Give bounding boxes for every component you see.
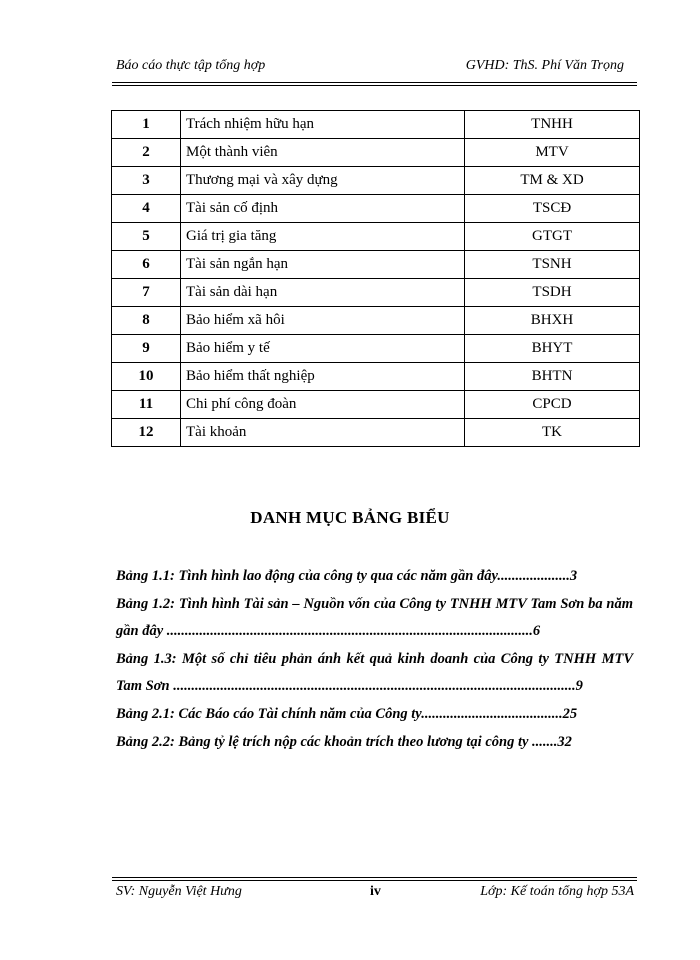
row-number: 11	[112, 391, 181, 419]
abbreviation-table	[111, 110, 640, 447]
abbreviation: BHYT	[465, 335, 640, 363]
abbreviation: TSNH	[465, 251, 640, 279]
abbreviation: MTV	[465, 139, 640, 167]
table-row	[112, 363, 640, 391]
toc-entry[interactable]: Bảng 2.2: Bảng tỷ lệ trích nộp các khoản trích theo lương tại công ty .......32	[116, 733, 572, 750]
row-number: 4	[112, 195, 181, 223]
abbreviation: BHTN	[465, 363, 640, 391]
table-row	[112, 223, 640, 251]
toc-entry[interactable]: Bảng 2.1: Các Báo cáo Tài chính năm của Công ty.......................................25	[116, 705, 578, 722]
table-row	[112, 335, 640, 363]
abbreviation: CPCD	[465, 391, 640, 419]
table-row	[112, 139, 640, 167]
full-term: Bảo hiểm xã hôi	[181, 307, 465, 335]
row-number: 12	[112, 419, 181, 447]
full-term: Một thành viên	[181, 139, 465, 167]
row-number: 3	[112, 167, 181, 195]
table-of-tables	[116, 563, 633, 756]
full-term: Thương mại và xây dựng	[181, 167, 465, 195]
table-row	[112, 391, 640, 419]
row-number: 9	[112, 335, 181, 363]
class-name: Lớp: Kế toán tổng hợp 53A	[480, 884, 634, 899]
toc-entry[interactable]: Bảng 1.1: Tình hình lao động của công ty qua các năm gần đây....................3	[116, 568, 578, 584]
full-term: Chi phí công đoàn	[181, 391, 465, 419]
abbreviation: TSDH	[465, 279, 640, 307]
table-row	[112, 251, 640, 279]
row-number: 1	[112, 111, 181, 139]
row-number: 8	[112, 307, 181, 335]
row-number: 2	[112, 139, 181, 167]
full-term: Bảo hiểm y tế	[181, 335, 465, 363]
student-name: SV: Nguyễn Việt Hưng	[116, 884, 242, 899]
abbreviation: TNHH	[465, 111, 640, 139]
full-term: Tài sản cố định	[181, 195, 465, 223]
table-row	[112, 307, 640, 335]
section-title: DANH MỤC BẢNG BIỂU	[250, 508, 450, 527]
page-number: iv	[370, 884, 381, 899]
full-term: Tài sản dài hạn	[181, 279, 465, 307]
footer-divider	[112, 877, 637, 881]
toc-entry[interactable]: Bảng 1.2: Tình hình Tài sản – Nguồn vốn của Công ty TNHH MTV Tam Sơn ba năm gần đây .....................................................................................................6	[116, 595, 633, 640]
table-row	[112, 419, 640, 447]
table-row	[112, 167, 640, 195]
full-term: Bảo hiểm thất nghiệp	[181, 363, 465, 391]
page-footer	[116, 884, 634, 900]
row-number: 5	[112, 223, 181, 251]
abbreviation: TK	[465, 419, 640, 447]
row-number: 7	[112, 279, 181, 307]
full-term: Tài sản ngắn hạn	[181, 251, 465, 279]
row-number: 10	[112, 363, 181, 391]
header-divider	[112, 82, 637, 86]
advisor-name: GVHD: ThS. Phí Văn Trọng	[465, 58, 624, 73]
row-number: 6	[112, 251, 181, 279]
table-row	[112, 111, 640, 139]
page-header	[116, 58, 624, 74]
abbreviation: TSCĐ	[465, 195, 640, 223]
table-row	[112, 279, 640, 307]
abbreviation: GTGT	[465, 223, 640, 251]
full-term: Tài khoản	[181, 419, 465, 447]
abbreviation: BHXH	[465, 307, 640, 335]
full-term: Giá trị gia tăng	[181, 223, 465, 251]
full-term: Trách nhiệm hữu hạn	[181, 111, 465, 139]
toc-entry[interactable]: Bảng 1.3: Một số chỉ tiêu phản ánh kết quả kinh doanh của Công ty TNHH MTV Tam Sơn ...............................................................................................................9	[116, 650, 633, 695]
abbreviation: TM & XD	[465, 167, 640, 195]
table-row	[112, 195, 640, 223]
report-title: Báo cáo thực tập tổng hợp	[116, 58, 266, 73]
